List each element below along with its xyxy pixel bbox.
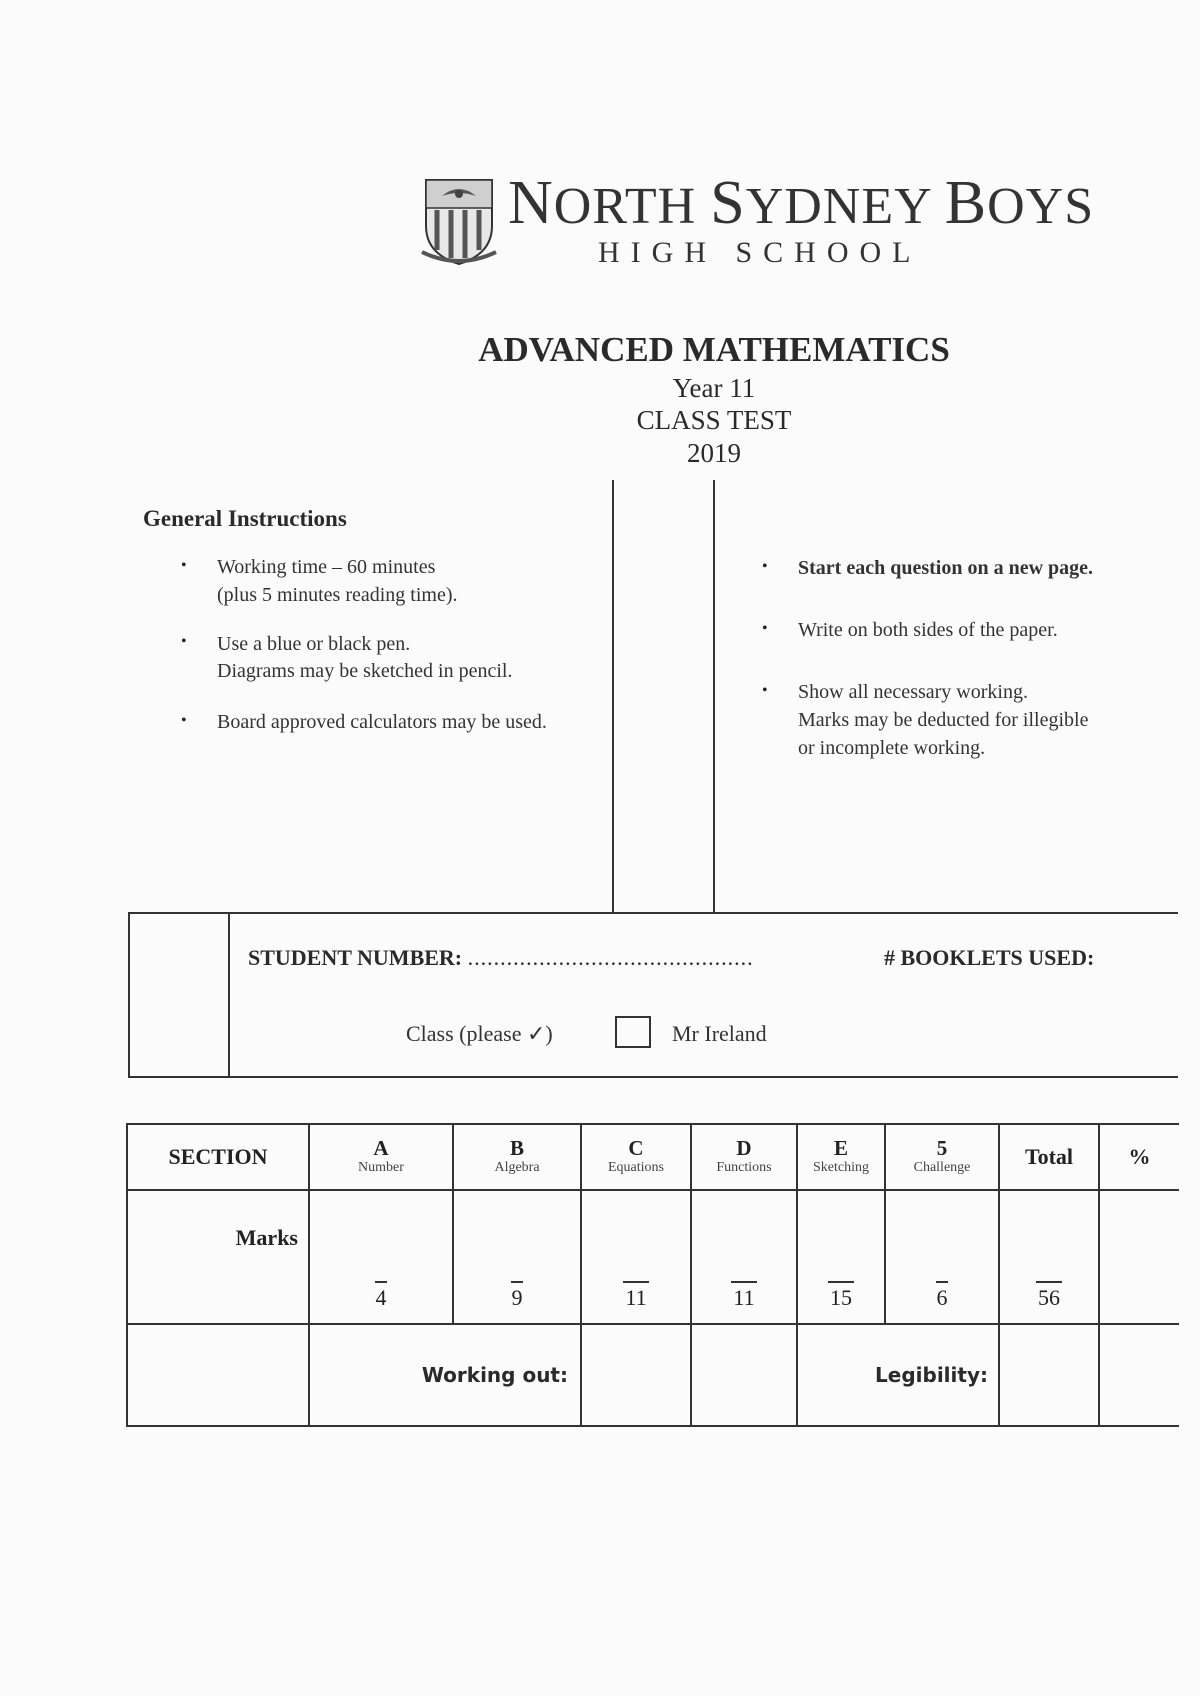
working-out-cell[interactable] [581, 1324, 691, 1426]
column-divider-right [713, 480, 715, 912]
mark-cell-c[interactable] [581, 1190, 691, 1324]
working-row [127, 1324, 1179, 1426]
mark-cell-percent[interactable] [1099, 1190, 1179, 1324]
student-number-line[interactable]: ............................................ [467, 945, 754, 970]
max-marks-total: 56 [1036, 1281, 1062, 1311]
student-details-box [128, 912, 1178, 1078]
legibility-cell-2[interactable] [1099, 1324, 1179, 1426]
instruction-text: (plus 5 minutes reading time). [217, 584, 458, 606]
max-marks: 9 [511, 1281, 523, 1311]
booklets-used-label[interactable]: # BOOKLETS USED: [884, 945, 1095, 970]
class-label: Class (please ✓) [406, 1021, 553, 1046]
marks-label: Marks [127, 1190, 309, 1324]
section-header: SECTION [127, 1124, 309, 1190]
working-out-label: Working out: [421, 1363, 568, 1387]
section-a-header: A Number [309, 1124, 453, 1190]
section-d-header: D Functions [691, 1124, 797, 1190]
instruction-text: Show all necessary working. [798, 681, 1028, 703]
student-number-label: STUDENT NUMBER: [248, 945, 463, 970]
instruction-text: Use a blue or black pen. [217, 633, 411, 655]
teacher-name: Mr Ireland [672, 1021, 767, 1046]
instruction-text: Write on both sides of the paper. [798, 619, 1058, 641]
bullet-icon: • [762, 620, 768, 637]
bullet-icon: • [181, 557, 187, 574]
instruction-text: Start each question on a new page. [798, 557, 1094, 579]
section-c-header: C Equations [581, 1124, 691, 1190]
column-divider-left [612, 480, 614, 912]
section-challenge-header: 5 Challenge [885, 1124, 999, 1190]
class-checkbox[interactable] [615, 1016, 651, 1048]
max-marks: 11 [731, 1281, 757, 1311]
max-marks: 6 [936, 1281, 948, 1311]
marks-row [127, 1190, 1179, 1324]
working-out-label-cell [309, 1324, 581, 1426]
blank-cell [127, 1324, 309, 1426]
section-e-header: E Sketching [797, 1124, 885, 1190]
exam-year-level: Year 11 [672, 373, 756, 403]
instruction-text: Board approved calculators may be used. [217, 711, 547, 733]
exam-type: CLASS TEST [636, 405, 792, 435]
mark-cell-d[interactable] [691, 1190, 797, 1324]
max-marks: 15 [828, 1281, 854, 1311]
table-header-row [127, 1124, 1179, 1190]
instructions-heading: General Instructions [143, 506, 347, 531]
mark-cell-e[interactable] [797, 1190, 885, 1324]
bullet-icon: • [762, 558, 768, 575]
bullet-icon: • [181, 633, 187, 650]
instruction-text: Diagrams may be sketched in pencil. [217, 660, 513, 682]
bullet-icon: • [181, 712, 187, 729]
exam-year: 2019 [687, 438, 741, 468]
mark-cell-total[interactable] [999, 1190, 1099, 1324]
max-marks: 4 [375, 1281, 387, 1311]
section-b-header: B Algebra [453, 1124, 581, 1190]
mark-cell-challenge[interactable] [885, 1190, 999, 1324]
exam-subject: ADVANCED MATHEMATICS [478, 330, 950, 369]
student-box-divider [228, 912, 230, 1078]
bullet-icon: • [762, 682, 768, 699]
max-marks: 11 [623, 1281, 649, 1311]
working-out-cell-2[interactable] [691, 1324, 797, 1426]
legibility-cell[interactable] [999, 1324, 1099, 1426]
total-header: Total [999, 1124, 1099, 1190]
school-crest-logo [420, 174, 498, 266]
legibility-label: Legibility: [875, 1363, 988, 1387]
school-subtitle: HIGH SCHOOL [598, 236, 922, 269]
mark-cell-b[interactable] [453, 1190, 581, 1324]
instruction-text: or incomplete working. [798, 737, 986, 759]
instruction-text: Working time – 60 minutes [217, 556, 436, 578]
instruction-text: Marks may be deducted for illegible [798, 709, 1089, 731]
school-name: NORTH SYDNEY BOYS [508, 169, 1095, 237]
percent-header: % [1099, 1124, 1179, 1190]
mark-cell-a[interactable] [309, 1190, 453, 1324]
marks-table [126, 1123, 1179, 1427]
student-number-field[interactable] [248, 945, 754, 971]
legibility-label-cell [797, 1324, 999, 1426]
